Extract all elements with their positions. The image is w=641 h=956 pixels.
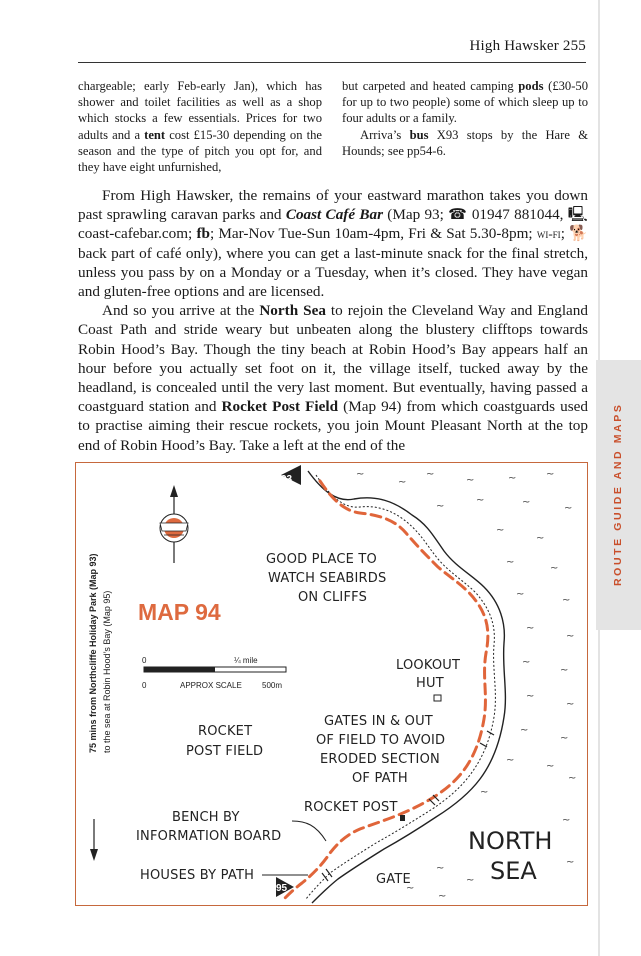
right-column-paragraph-bus bbox=[342, 127, 588, 159]
text-run: cost £15-30 depending on the season and the type of pitch you opt for, and they have eight unfurnished, bbox=[78, 127, 322, 175]
scale-500m: 500m bbox=[262, 681, 283, 690]
label-north-sea-1: NORTH bbox=[468, 827, 553, 855]
svg-text:~: ~ bbox=[546, 469, 555, 480]
svg-text:~: ~ bbox=[398, 477, 407, 488]
svg-text:~: ~ bbox=[506, 755, 515, 766]
label-lookout-1: LOOKOUT bbox=[396, 658, 461, 673]
body-paragraph-2 bbox=[78, 301, 588, 455]
label-gates-1: GATES IN & OUT bbox=[324, 714, 433, 729]
route-path bbox=[282, 481, 488, 901]
svg-text:~: ~ bbox=[526, 623, 535, 634]
bold-term-tent: tent bbox=[144, 127, 166, 142]
text-run: chargeable; early Feb-early Jan), which has shower and toilet facilities as well as a shop which stocks a few essentials. Prices for two adults and a bbox=[78, 79, 322, 142]
main-body-text bbox=[78, 186, 588, 455]
label-lookout-2: HUT bbox=[416, 676, 444, 691]
svg-text:~: ~ bbox=[426, 469, 435, 480]
scale-quarter-mile: ¼ mile bbox=[234, 656, 258, 665]
text-run: From High Hawsker, the remains of your eastward marathon takes you down past sprawling caravan parks and bbox=[78, 187, 588, 224]
label-north-sea-2: SEA bbox=[490, 857, 537, 885]
label-gates-4: OF PATH bbox=[352, 771, 408, 786]
scale-approx-label: APPROX SCALE bbox=[180, 681, 242, 690]
svg-text:~: ~ bbox=[566, 857, 575, 868]
text-run: but carpeted and heated camping bbox=[342, 79, 519, 93]
svg-text:~: ~ bbox=[546, 761, 555, 772]
svg-text:~: ~ bbox=[536, 533, 545, 544]
cafe-name: Coast Café Bar bbox=[285, 206, 383, 224]
page-header bbox=[78, 38, 586, 62]
map-side-caption-line1: 75 mins from Northcliffe Holiday Park (Map 93) bbox=[88, 553, 98, 753]
label-gate: GATE bbox=[376, 872, 411, 887]
svg-text:~: ~ bbox=[436, 863, 445, 874]
map-side-caption-line2: to the sea at Robin Hood’s Bay (Map 95) bbox=[102, 590, 112, 753]
svg-text:~: ~ bbox=[406, 883, 415, 894]
text-run: to rejoin the Cleveland Way and England Coast Path and stride weary but unbeaten along the blustery clifftops towards Robin Hood’s Bay. Though the tiny beach at Robin Hood’s Bay appears half an hour before you actually set foot on it, the village itself, tucked away by the headland, is concealed until the very last moment. But eventually, having passed a coastguard station and bbox=[78, 302, 588, 416]
rocket-post-marker bbox=[400, 815, 405, 821]
svg-text:~: ~ bbox=[438, 891, 447, 902]
wifi-label: wi-fi bbox=[536, 226, 561, 242]
svg-text:~: ~ bbox=[564, 503, 573, 514]
text-run: (Map 93; ☎ 01947 881044, 🖳 coast-cafebar.com; bbox=[78, 206, 588, 243]
text-run: ; Mar-Nov Tue-Sun 10am-4pm, Fri & Sat 5.30-8pm; bbox=[209, 225, 537, 243]
label-houses: HOUSES BY PATH bbox=[140, 868, 255, 883]
svg-text:~: ~ bbox=[566, 699, 575, 710]
text-run: X93 stops by the Hare & Hounds; see pp54-6. bbox=[342, 127, 589, 158]
svg-text:~: ~ bbox=[522, 497, 531, 508]
svg-text:~: ~ bbox=[516, 589, 525, 600]
scale-zero-miles: 0 bbox=[142, 656, 147, 665]
label-gates-3: ERODED SECTION bbox=[320, 752, 440, 767]
svg-text:~: ~ bbox=[496, 525, 505, 536]
body-paragraph-1 bbox=[78, 186, 588, 301]
svg-text:~: ~ bbox=[562, 815, 571, 826]
svg-text:~: ~ bbox=[466, 875, 475, 886]
svg-text:~: ~ bbox=[476, 495, 485, 506]
svg-text:~: ~ bbox=[566, 631, 575, 642]
label-rocket-post: ROCKET POST bbox=[304, 800, 398, 815]
scale-bar bbox=[142, 656, 286, 690]
map-drawing bbox=[76, 463, 588, 906]
bold-term-pods: pods bbox=[518, 79, 544, 93]
svg-text:~: ~ bbox=[508, 473, 517, 484]
text-run: (Map 94) from which coastguards used to practise aiming their rescue rockets, you join Mount Pleasant North at the top end of Robin Hood’s Bay. Take a left at the end of the bbox=[78, 398, 588, 454]
right-column bbox=[342, 78, 588, 159]
svg-text:~: ~ bbox=[562, 595, 571, 606]
label-rocket-field-1: ROCKET bbox=[198, 724, 253, 739]
map-title: MAP 94 bbox=[138, 599, 221, 625]
text-run: (£30-50 for up to two people) some of which sleep up to four adults or a family. bbox=[342, 79, 588, 126]
next-map-number: 95 bbox=[276, 883, 288, 894]
svg-text:~: ~ bbox=[522, 657, 531, 668]
lookout-hut-marker bbox=[434, 695, 441, 701]
svg-text:~: ~ bbox=[466, 475, 475, 486]
header-rule bbox=[78, 62, 586, 63]
label-bench-1: BENCH BY bbox=[172, 810, 240, 825]
svg-text:~: ~ bbox=[560, 733, 569, 744]
svg-text:~: ~ bbox=[356, 469, 365, 480]
prev-map-number: 93 bbox=[281, 474, 293, 485]
label-bench-2: INFORMATION BOARD bbox=[136, 829, 282, 844]
right-column-paragraph bbox=[342, 78, 588, 127]
bold-term-bus: bus bbox=[409, 127, 429, 142]
text-run: Arriva’s bbox=[360, 127, 410, 142]
left-column-paragraph bbox=[78, 78, 322, 175]
bold-term-rocket-post-field: Rocket Post Field bbox=[221, 398, 339, 416]
svg-text:~: ~ bbox=[560, 665, 569, 676]
label-seabirds-1: GOOD PLACE TO bbox=[266, 552, 377, 567]
svg-text:~: ~ bbox=[436, 501, 445, 512]
svg-text:~: ~ bbox=[526, 691, 535, 702]
left-column bbox=[78, 78, 322, 175]
compass-rose-icon bbox=[160, 485, 188, 563]
running-header: High Hawsker 255 bbox=[469, 38, 586, 54]
prev-map-badge bbox=[281, 465, 301, 485]
text-run: And so you arrive at the bbox=[102, 302, 260, 320]
bold-term-north-sea: North Sea bbox=[259, 302, 326, 320]
svg-text:~: ~ bbox=[480, 787, 489, 798]
label-rocket-field-2: POST FIELD bbox=[186, 744, 264, 759]
side-tab-label: ROUTE GUIDE AND MAPS bbox=[612, 402, 624, 586]
facebook-label: fb bbox=[196, 225, 210, 243]
text-run: ; 🐕 back part of café only), where you can get a last-minute snack for the final stretch, unless you pass by on a Monday or a Tuesday, when it’s closed. They have vegan and gluten-free options and are licensed. bbox=[78, 225, 589, 301]
svg-text:~: ~ bbox=[550, 563, 559, 574]
south-arrow-icon bbox=[90, 819, 98, 861]
map-94 bbox=[75, 462, 588, 906]
svg-text:~: ~ bbox=[520, 725, 529, 736]
svg-text:~: ~ bbox=[506, 557, 515, 568]
svg-text:~: ~ bbox=[568, 773, 577, 784]
map-side-caption bbox=[88, 553, 112, 753]
scale-zero-metres: 0 bbox=[142, 681, 147, 690]
label-seabirds-2: WATCH SEABIRDS bbox=[268, 571, 387, 586]
label-seabirds-3: ON CLIFFS bbox=[298, 590, 368, 605]
label-gates-2: OF FIELD TO AVOID bbox=[316, 733, 446, 748]
